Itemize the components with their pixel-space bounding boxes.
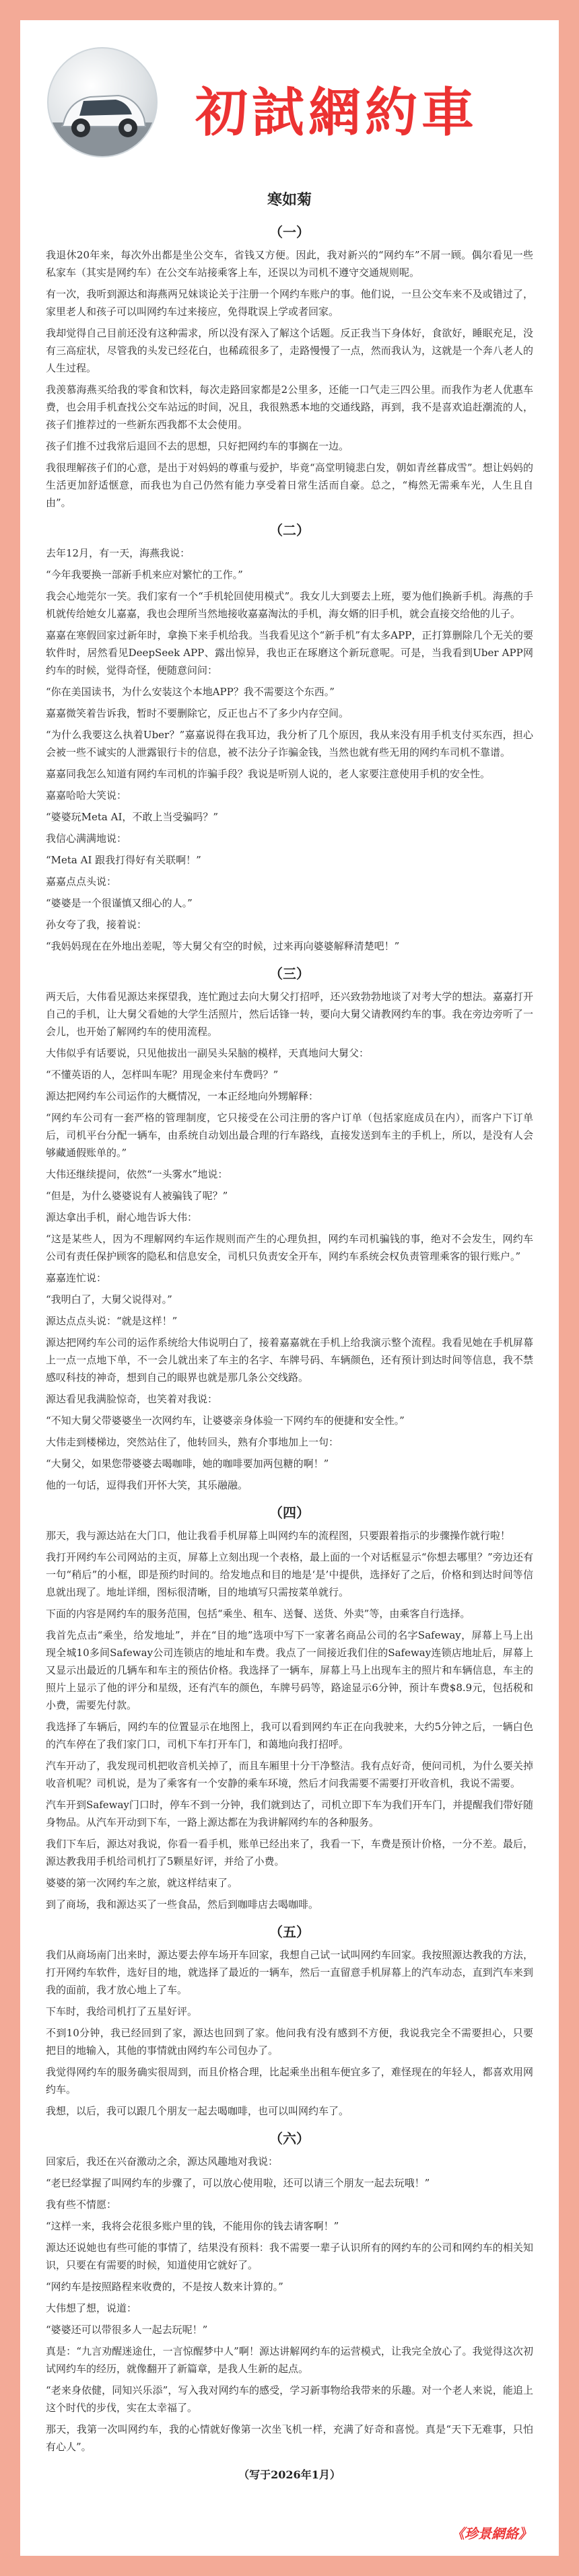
paragraph: “大舅父，如果您带婆婆去喝咖啡，她的咖啡要加两包糖的啊！”	[46, 1458, 329, 1470]
paragraph: 回家后，我还在兴奋激动之余，源达风趣地对我说：	[46, 2155, 279, 2168]
paragraph: 我有些不情愿：	[46, 2198, 117, 2211]
paragraph: “婆婆还可以带很多人一起去玩呢！”	[46, 2324, 208, 2336]
paragraph: 我们下车后，源达对我说，你看一看手机，账单已经出来了，我看一下，车费是预计价格，一分不差。最后，源达教我用手机给司机打了5颗星好评，并给了小费。	[46, 1838, 533, 1867]
paragraph: 去年12月，有一天，海燕我说：	[46, 547, 191, 559]
paragraph: 源达还说她也有些可能的事情了，结果没有预料：我不需要一辈子认识所有的网约车的公司和网约车的相关知识，只要在有需要的时候，知道使用它就好了。	[46, 2242, 533, 2271]
article-body	[20, 221, 559, 2456]
paragraph: 嘉嘉连忙说：	[46, 1272, 107, 1284]
paragraph: “我明白了，大舅父说得对。”	[46, 1293, 172, 1305]
paragraph: 源达把网约车公司运作的大概情况，一本正经地向外甥解释：	[46, 1090, 319, 1102]
paragraph: “你在美国读书，为什么安装这个本地APP？我不需要这个东西。”	[46, 686, 335, 698]
paragraph: 真是：“九言劝醒迷途仕，一言惊醒梦中人”啊！源达讲解网约车的运营模式，让我完全放心了。我觉得这次初试网约车的经历，就像翻开了新篇章，是我人生新的起点。	[46, 2345, 533, 2375]
paragraph: “网约车是按照路程来收费的，不是按人数来计算的。”	[46, 2281, 283, 2293]
paragraph: 到了商场，我和源达买了一些食品，然后到咖啡店去喝咖啡。	[46, 1898, 319, 1910]
paragraph: 我信心满满地说：	[46, 832, 127, 845]
paragraph: 源达看见我满脸惊奇，也笑着对我说：	[46, 1393, 218, 1405]
paragraph: 我会心地莞尔一笑。我们家有一个“手机轮回使用模式”。我女儿大到要去上班，要为他们换新手机。海燕的手机就传给她女儿嘉嘉，我也会理所当然地接收嘉嘉淘汰的手机，海女婿的旧手机，就会直接交给他的儿子。	[46, 590, 533, 620]
paragraph: “为什么我要这么执着Uber？”嘉嘉说得在我耳边，我分析了几个原因，我从来没有用手机支付买东西，担心会被一些不诚实的人泄露银行卡的信息，被不法分子诈骗金钱，当然也就有些无用的网约车司机不靠谱。	[46, 729, 533, 758]
paragraph: 嘉嘉微笑着告诉我，暂时不要删除它，反正也占不了多少内存空间。	[46, 707, 349, 719]
paragraph: “不知大舅父带婆婆坐一次网约车，让婆婆亲身体验一下网约车的便捷和安全性。”	[46, 1415, 405, 1427]
car-icon	[48, 48, 156, 156]
paragraph: 我却觉得自己目前还没有这种需求，所以没有深入了解这个话题。反正我当下身体好，食欲好，睡眠充足，没有三高症状，尽管我的头发已经花白，也稀疏很多了，走路慢慢了一点，然而我认为，这就是一个奔八老人的人生过程。	[46, 327, 533, 374]
section-title: （六）	[269, 2131, 310, 2147]
paragraph: 他的一句话，逗得我们开怀大笑，其乐融融。	[46, 1479, 248, 1491]
paragraph: 那天，我与源达站在大门口，他让我看手机屏幕上叫网约车的流程图，只要跟着指示的步骤操作就行啦！	[46, 1530, 511, 1542]
paragraph: “婆婆是一个很谨慎又细心的人。”	[46, 897, 193, 909]
paragraph: 婆婆的第一次网约车之旅，就这样结束了。	[46, 1877, 238, 1889]
date-note: （写于2026年1月）	[238, 2468, 341, 2481]
section-title: （一）	[269, 224, 310, 240]
paragraph: 我退休20年来，每次外出都是坐公交车，省钱又方便。因此，我对新兴的“网约车”不屑一顾。偶尔看见一些私家车（其实是网约车）在公交车站接乘客上车，还误以为司机不遵守交通规则呢。	[46, 249, 533, 279]
paragraph: 大伟似乎有话要说，只见他拔出一副吴头呆脑的模样，天真地问大舅父：	[46, 1047, 370, 1059]
car-photo	[47, 47, 158, 157]
paragraph: 下面的内容是网约车的服务范围，包括“乘坐、租车、送餐、送货、外卖”等，由乘客自行选择。	[46, 1608, 471, 1620]
page-title: 初試網約車	[195, 82, 479, 143]
paragraph: 汽车开到Safeway门口时，停车不到一分钟，我们就到达了，司机立即下车为我们开车门，并提醒我们带好随身物品。从汽车开动到下车，一路上源达都在为我讲解网约车的各种服务。	[46, 1799, 533, 1828]
paragraph: 源达把网约车公司的运作系统给大伟说明白了，接着嘉嘉就在手机上给我演示整个流程。我看见她在手机屏幕上一点一点地下单，不一会儿就出来了车主的名字、车牌号码、车辆颜色，还有预计到达时间等信息，我不禁感叹科技的神奇，想到自己的眼界也就是那几条公交线路。	[46, 1336, 533, 1384]
paragraph: 嘉嘉同我怎么知道有网约车司机的诈骗手段？我说是听别人说的，老人家要注意使用手机的安全性。	[46, 768, 491, 780]
paragraph: “Meta AI 跟我打得好有关联啊！”	[46, 854, 201, 866]
paragraph: 我很理解孩子们的心意，是出于对妈妈的尊重与爱护，毕竟“高堂明镜悲白发，朝如青丝暮成雪”。想让妈妈的生活更加舒适惬意，而我也为自己仍然有能力享受着日常生活而自豪。总之，“梅然无需乘车光，人生且自由”。	[46, 462, 533, 509]
paragraph: “网约车公司有一套严格的管理制度，它只接受在公司注册的客户订单（包括家庭成员在内），而客户下订单后，司机平台分配一辆车，由系统自动划出最合理的行车路线，直接发送到车主的手机上，所以，是没有人会够藏通假账单的。”	[46, 1112, 533, 1159]
paragraph: “今年我要换一部新手机来应对繁忙的工作。”	[46, 569, 243, 581]
paragraph: “这样一来，我将会花很多账户里的钱，不能用你的钱去请客啊！”	[46, 2220, 339, 2232]
paragraph: 源达点点头说：“就是这样！”	[46, 1315, 178, 1327]
paragraph: 大伟想了想，说道：	[46, 2302, 137, 2314]
paragraph: 嘉嘉哈哈大笑说：	[46, 789, 127, 801]
paragraph: 嘉嘉点点头说：	[46, 875, 117, 888]
paragraph: 两天后，大伟看见源达来探望我，连忙跑过去向大舅父打招呼，还兴致勃勃地谈了对考大学的想法。嘉嘉打开自己的手机，让大舅父看她的大学生活照片，然后话锋一转，要向大舅父请教网约车的事。我在旁边旁听了一会儿，也开始了解网约车的使用流程。	[46, 991, 533, 1038]
paragraph: “老巳经掌握了叫网约车的步骤了，可以放心使用啦，还可以请三个朋友一起去玩哦！”	[46, 2177, 430, 2189]
paragraph: 大伟还继续提问，依然“一头雾水”地说：	[46, 1168, 228, 1180]
paragraph: “老来身依健，同知兴乐添”，写入我对网约车的感受，学习新事物给我带来的乐趣。对一个老人来说，能追上这个时代的步伐，实在太幸福了。	[46, 2384, 533, 2414]
paragraph: 孩子们推不过我常后退回不去的思想，只好把网约车的事搁在一边。	[46, 440, 349, 452]
paragraph: 汽车开动了，我发现司机把收音机关掉了，而且车厢里十分干净整洁。我有点好奇，便问司机，为什么要关掉收音机呢？司机说，是为了乘客有一个安静的乘车环境，然后才问我需要不需要打开收音机，我说不需要。	[46, 1760, 533, 1789]
section-title: （五）	[269, 1924, 310, 1940]
paragraph: 我们从商场南门出来时，源达要去停车场开车回家，我想自己试一试叫网约车回家。我按照源达教我的方法，打开网约车软件，选好目的地，就选择了最近的一辆车，然后一直留意手机屏幕上的汽车动态，直到汽车来到我的面前，我才放心地上了车。	[46, 1949, 533, 1996]
paragraph: 我选择了车辆后，网约车的位置显示在地图上，我可以看到网约车正在向我驶来，大约5分钟之后，一辆白色的汽车停在了我们家门口，司机下车打开车门，和蔼地向我打招呼。	[46, 1721, 533, 1750]
paragraph: 我打开网约车公司网站的主页，屏幕上立刻出现一个表格，最上面的一个对话框显示“你想去哪里？”旁边还有一句“稍后”的小框，即是预约时间的。给发地点和目的地是‘是’中提供，选择好了之后，价格和到达时间等信息就出现了。地址详细，图标很清晰，目的地填写只需按菜单就行。	[46, 1551, 533, 1598]
author: 寒如菊	[267, 191, 312, 209]
section-title: （二）	[269, 522, 310, 538]
paragraph: “但是，为什么婆婆说有人被骗钱了呢？”	[46, 1190, 228, 1202]
section-title: （三）	[269, 966, 310, 982]
paragraph: 下车时，我给司机打了五星好评。	[46, 2005, 198, 2017]
paragraph: 我羡慕海燕买给我的零食和饮料，每次走路回家都是2公里多，还能一口气走三四公里。而我作为老人优惠车费，也会用手机查找公交车站远的时间，况且，我很熟悉本地的交通线路，再到，我不是喜欢追赶潮流的人，孩子们推荐过的一些新东西我都不太会使用。	[46, 384, 533, 431]
publisher-stamp: 《珍景網絡》	[451, 2526, 532, 2542]
paragraph: “这是某些人，因为不理解网约车运作规则而产生的心理负担，网约车司机骗钱的事，绝对不会发生，网约车公司有责任保护顾客的隐私和信息安全，司机只负责安全开车，网约车系统会权负责管理乘客的银行账户。”	[46, 1233, 533, 1262]
paragraph: 不到10分钟，我已经回到了家，源达也回到了家。他问我有没有感到不方便，我说我完全不需要担心，只要把目的地输入，其他的事情就由网约车公司包办了。	[46, 2027, 533, 2056]
section-title: （四）	[269, 1505, 310, 1521]
paragraph: 嘉嘉在寒假回家过新年时，拿换下来手机给我。当我看见这个“新手机”有太多APP，正打算删除几个无关的要软件时，居然看见DeepSeek APP、露出惊异，我也正在琢磨这个新玩意呢。可是，当我看到Uber APP网约车的时候，觉得奇怪，便随意问问：	[46, 629, 533, 676]
document-page	[20, 20, 559, 2556]
paragraph: 我首先点击“乘坐，给发地址”，并在“目的地”选项中写下一家著名商品公司的名字Safeway，屏幕上马上出现全城10多间Safeway公司连锁店的地址和车费。我点了一间接近我们住的Safeway连锁店地址后，屏幕上又显示出最近的几辆车和车主的预估价格。我选择了一辆车，屏幕上马上出现车主的照片和车辆信息，车主的照片上显示了他的评分和星级，还有汽车的颜色，车牌号码等，路途显示6分钟，预计车费$8.9元，包括税和小费，需要先付款。	[46, 1629, 533, 1711]
paragraph: “我妈妈现在在外地出差呢，等大舅父有空的时候，过来再向婆婆解释清楚吧！”	[46, 940, 400, 952]
paragraph: 源达拿出手机，耐心地告诉大伟：	[46, 1211, 198, 1223]
header	[20, 20, 559, 182]
paragraph: 我想，以后，我可以跟几个朋友一起去喝咖啡，也可以叫网约车了。	[46, 2105, 349, 2117]
paragraph: 那天，我第一次叫网约车，我的心情就好像第一次坐飞机一样，充满了好奇和喜悦。真是“天下无难事，只怕有心人”。	[46, 2423, 533, 2453]
paragraph: 大伟走到楼梯边，突然站住了，他转回头，熟有介事地加上一句：	[46, 1436, 339, 1448]
paragraph: “不懂英语的人，怎样叫车呢？用现金来付车费吗？”	[46, 1069, 279, 1081]
paragraph: 孙女夸了我，接着说：	[46, 919, 147, 931]
paragraph: “婆婆玩Meta AI，不敢上当受骗吗？”	[46, 811, 219, 823]
paragraph: 我觉得网约车的服务确实很周到，而且价格合理，比起乘坐出租车便宜多了，难怪现在的年轻人，都喜欢用网约车。	[46, 2066, 533, 2096]
paragraph: 有一次，我听到源达和海燕两兄妹谈论关于注册一个网约车账户的事。他们说，一旦公交车来不及或错过了，家里老人和孩子可以叫网约车过来接应，免得耽误上学或者回家。	[46, 288, 533, 318]
